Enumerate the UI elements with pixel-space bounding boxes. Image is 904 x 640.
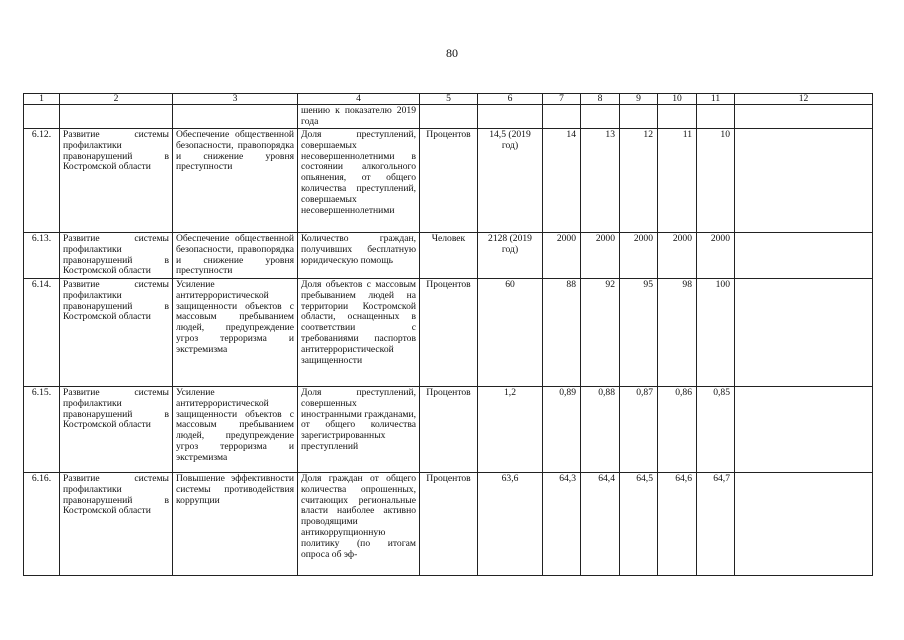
indicator-cell: Количество граждан, получивших бесплатную юридическую помощь <box>298 233 420 279</box>
indicator-cell: Доля преступлений, совершаемых несовершеннолетними в состоянии алкогольного опьянения, от общего количества преступлений, совершаемых несовершеннолетними <box>298 129 420 233</box>
task-cell: Усиление антитеррористической защищенности объектов с массовым пребыванием людей, предупреждение угроз терроризма и экстремизма <box>173 279 298 387</box>
row-number-cell: 6.16. <box>24 473 60 576</box>
base-value-cell: 60 <box>478 279 543 387</box>
note-cell <box>735 129 873 233</box>
header-row <box>24 94 873 105</box>
task-cell: Усиление антитеррористической защищенности объектов с массовым пребыванием людей, предупреждение угроз терроризма и экстремизма <box>173 387 298 473</box>
column-header: 2 <box>60 94 173 105</box>
column-header: 6 <box>478 94 543 105</box>
value-cell: 10 <box>697 129 735 233</box>
table-row <box>24 473 873 576</box>
value-cell: 100 <box>697 279 735 387</box>
column-header: 8 <box>581 94 620 105</box>
indicator-cell: Доля граждан от общего количества опрошенных, считающих региональные власти наиболее активно проводящими антикоррупционную политику (по итогам опроса об эф- <box>298 473 420 576</box>
row-number-cell: 6.12. <box>24 129 60 233</box>
column-header: 1 <box>24 94 60 105</box>
value-cell: 0,86 <box>658 387 697 473</box>
task-cell: Обеспечение общественной безопасности, правопорядка и снижение уровня преступности <box>173 233 298 279</box>
note-cell <box>735 387 873 473</box>
value-cell: 2000 <box>697 233 735 279</box>
value-cell: 14 <box>543 129 581 233</box>
column-header: 4 <box>298 94 420 105</box>
note-cell <box>735 233 873 279</box>
value-cell: 2000 <box>543 233 581 279</box>
value-cell: 64,5 <box>620 473 658 576</box>
value-cell: 2000 <box>658 233 697 279</box>
note-cell <box>735 473 873 576</box>
unit-cell: Процентов <box>420 129 478 233</box>
base-value-cell: 63,6 <box>478 473 543 576</box>
value-cell: 13 <box>581 129 620 233</box>
row-number-cell: 6.13. <box>24 233 60 279</box>
value-cell: 92 <box>581 279 620 387</box>
value-cell: 2000 <box>620 233 658 279</box>
value-cell: 88 <box>543 279 581 387</box>
value-cell: 0,89 <box>543 387 581 473</box>
value-cell: 64,3 <box>543 473 581 576</box>
task-cell: Повышение эффективности системы противодействия коррупции <box>173 473 298 576</box>
program-cell: Развитие системы профилактики правонарушений в Костромской области <box>60 279 173 387</box>
row-number-cell: 6.15. <box>24 387 60 473</box>
unit-cell: Человек <box>420 233 478 279</box>
task-cell: Обеспечение общественной безопасности, правопорядка и снижение уровня преступности <box>173 129 298 233</box>
value-cell: 0,87 <box>620 387 658 473</box>
base-value-cell: 1,2 <box>478 387 543 473</box>
column-header: 9 <box>620 94 658 105</box>
value-cell: 98 <box>658 279 697 387</box>
value-cell: 11 <box>658 129 697 233</box>
row-number-cell: 6.14. <box>24 279 60 387</box>
table-row <box>24 129 873 233</box>
value-cell: 64,6 <box>658 473 697 576</box>
column-header: 11 <box>697 94 735 105</box>
column-header: 10 <box>658 94 697 105</box>
column-header: 7 <box>543 94 581 105</box>
value-cell: 95 <box>620 279 658 387</box>
column-header: 5 <box>420 94 478 105</box>
note-cell <box>735 279 873 387</box>
base-value-cell: 2128 (2019 год) <box>478 233 543 279</box>
indicator-cell: Доля преступлений, совершенных иностранными гражданами, от общего количества зарегистрированных преступлений <box>298 387 420 473</box>
value-cell: 12 <box>620 129 658 233</box>
value-cell: 0,85 <box>697 387 735 473</box>
program-cell: Развитие системы профилактики правонарушений в Костромской области <box>60 233 173 279</box>
column-header: 3 <box>173 94 298 105</box>
indicator-cell: Доля объектов с массовым пребыванием людей на территории Костромской области, оснащенных в соответствии с требованиями паспортов антитеррористической защищенности <box>298 279 420 387</box>
column-header: 12 <box>735 94 873 105</box>
indicators-table <box>23 93 873 576</box>
table-row <box>24 387 873 473</box>
program-cell: Развитие системы профилактики правонарушений в Костромской области <box>60 473 173 576</box>
indicator-cell: шению к показателю 2019 года <box>298 105 420 129</box>
page-number: 80 <box>446 46 458 60</box>
value-cell: 0,88 <box>581 387 620 473</box>
value-cell: 2000 <box>581 233 620 279</box>
program-cell: Развитие системы профилактики правонарушений в Костромской области <box>60 129 173 233</box>
unit-cell: Процентов <box>420 473 478 576</box>
table-row <box>24 279 873 387</box>
value-cell: 64,7 <box>697 473 735 576</box>
unit-cell: Процентов <box>420 279 478 387</box>
program-cell: Развитие системы профилактики правонарушений в Костромской области <box>60 387 173 473</box>
unit-cell: Процентов <box>420 387 478 473</box>
table-row <box>24 233 873 279</box>
value-cell: 64,4 <box>581 473 620 576</box>
base-value-cell: 14,5 (2019 год) <box>478 129 543 233</box>
continuation-row <box>24 105 873 129</box>
